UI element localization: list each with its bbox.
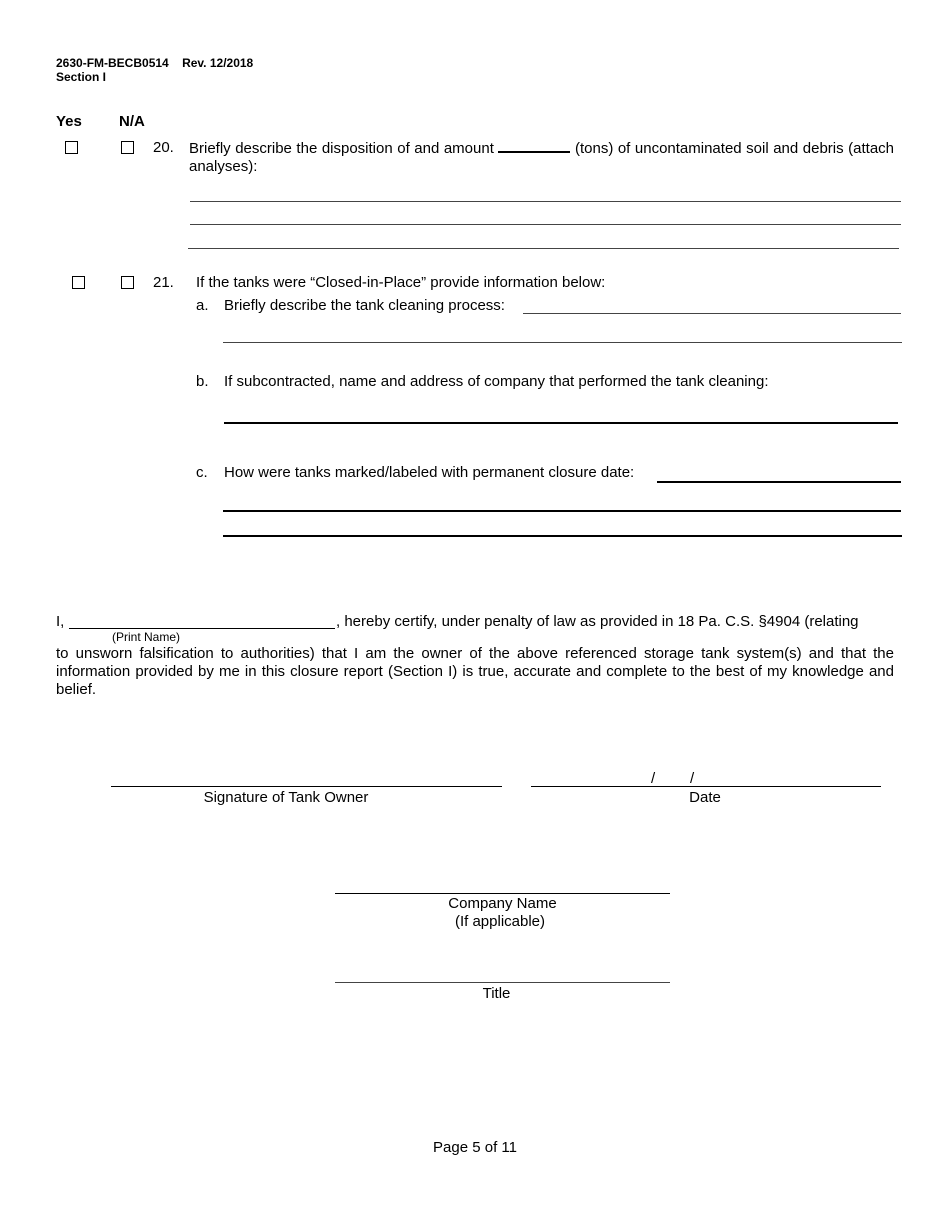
q21c-answer-line-1[interactable] xyxy=(657,481,901,483)
q21b-letter: b. xyxy=(196,373,209,390)
q21a-letter: a. xyxy=(196,297,209,314)
company-applicable-note: (If applicable) xyxy=(454,913,546,930)
q20-text-after: (tons) of uncontaminated soil and debris (attach analyses): xyxy=(189,140,895,175)
q21-na-checkbox[interactable] xyxy=(121,276,134,289)
q20-answer-line-2[interactable] xyxy=(190,224,901,225)
q20-answer-line-3[interactable] xyxy=(188,248,899,249)
q20-yes-checkbox[interactable] xyxy=(65,141,78,154)
date-slash-1: / xyxy=(651,770,656,787)
q21-number: 21. xyxy=(153,274,174,291)
q20-tons-field[interactable] xyxy=(498,139,570,153)
q21b-text: If subcontracted, name and address of company that performed the tank cleaning: xyxy=(224,373,769,390)
q21a-answer-line-1[interactable] xyxy=(523,313,901,314)
yes-column-heading: Yes xyxy=(56,113,82,130)
print-name-line[interactable] xyxy=(69,628,335,629)
print-name-label: (Print Name) xyxy=(112,630,181,644)
owner-signature-label: Signature of Tank Owner xyxy=(203,789,369,806)
q21c-text: How were tanks marked/labeled with permanent closure date: xyxy=(224,464,635,481)
form-revision: Rev. 12/2018 xyxy=(182,56,254,70)
title-line[interactable] xyxy=(335,982,670,983)
company-name-label: Company Name xyxy=(448,895,557,912)
q21b-answer-line[interactable] xyxy=(224,422,898,424)
q21c-answer-line-3[interactable] xyxy=(223,535,902,537)
q20-answer-line-1[interactable] xyxy=(190,201,901,202)
form-header xyxy=(56,56,253,70)
cert-line1-text: , hereby certify, under penalty of law as provided in 18 Pa. C.S. §4904 (relating xyxy=(336,613,859,630)
date-line[interactable] xyxy=(531,786,881,787)
owner-signature-line[interactable] xyxy=(111,786,502,787)
cert-prefix: I, xyxy=(56,613,65,630)
page-number: Page 5 of 11 xyxy=(433,1139,517,1156)
cert-body: to unsworn falsification to authorities) that I am the owner of the above referenced storage tank system(s) and that the information provided by me in this closure report (Section I) is true, accurate and complete to the best of my knowledge and belief. xyxy=(56,645,894,698)
q21-intro: If the tanks were “Closed-in-Place” provide information below: xyxy=(196,274,606,291)
section-label: Section I xyxy=(56,70,107,84)
date-label: Date xyxy=(689,789,721,806)
q21c-answer-line-2[interactable] xyxy=(223,510,901,512)
form-id: 2630-FM-BECB0514 xyxy=(56,56,169,70)
title-label: Title xyxy=(482,985,511,1002)
q20-na-checkbox[interactable] xyxy=(121,141,134,154)
q21-yes-checkbox[interactable] xyxy=(72,276,85,289)
q21a-answer-line-2[interactable] xyxy=(223,342,902,343)
na-column-heading: N/A xyxy=(119,113,145,130)
q20-text xyxy=(189,139,894,176)
company-name-line[interactable] xyxy=(335,893,670,894)
date-slash-2: / xyxy=(690,770,695,787)
q21a-text: Briefly describe the tank cleaning process: xyxy=(224,297,505,314)
q20-number: 20. xyxy=(153,139,174,156)
q20-text-before: Briefly describe the disposition of and amount xyxy=(189,140,494,157)
q21c-letter: c. xyxy=(196,464,208,481)
